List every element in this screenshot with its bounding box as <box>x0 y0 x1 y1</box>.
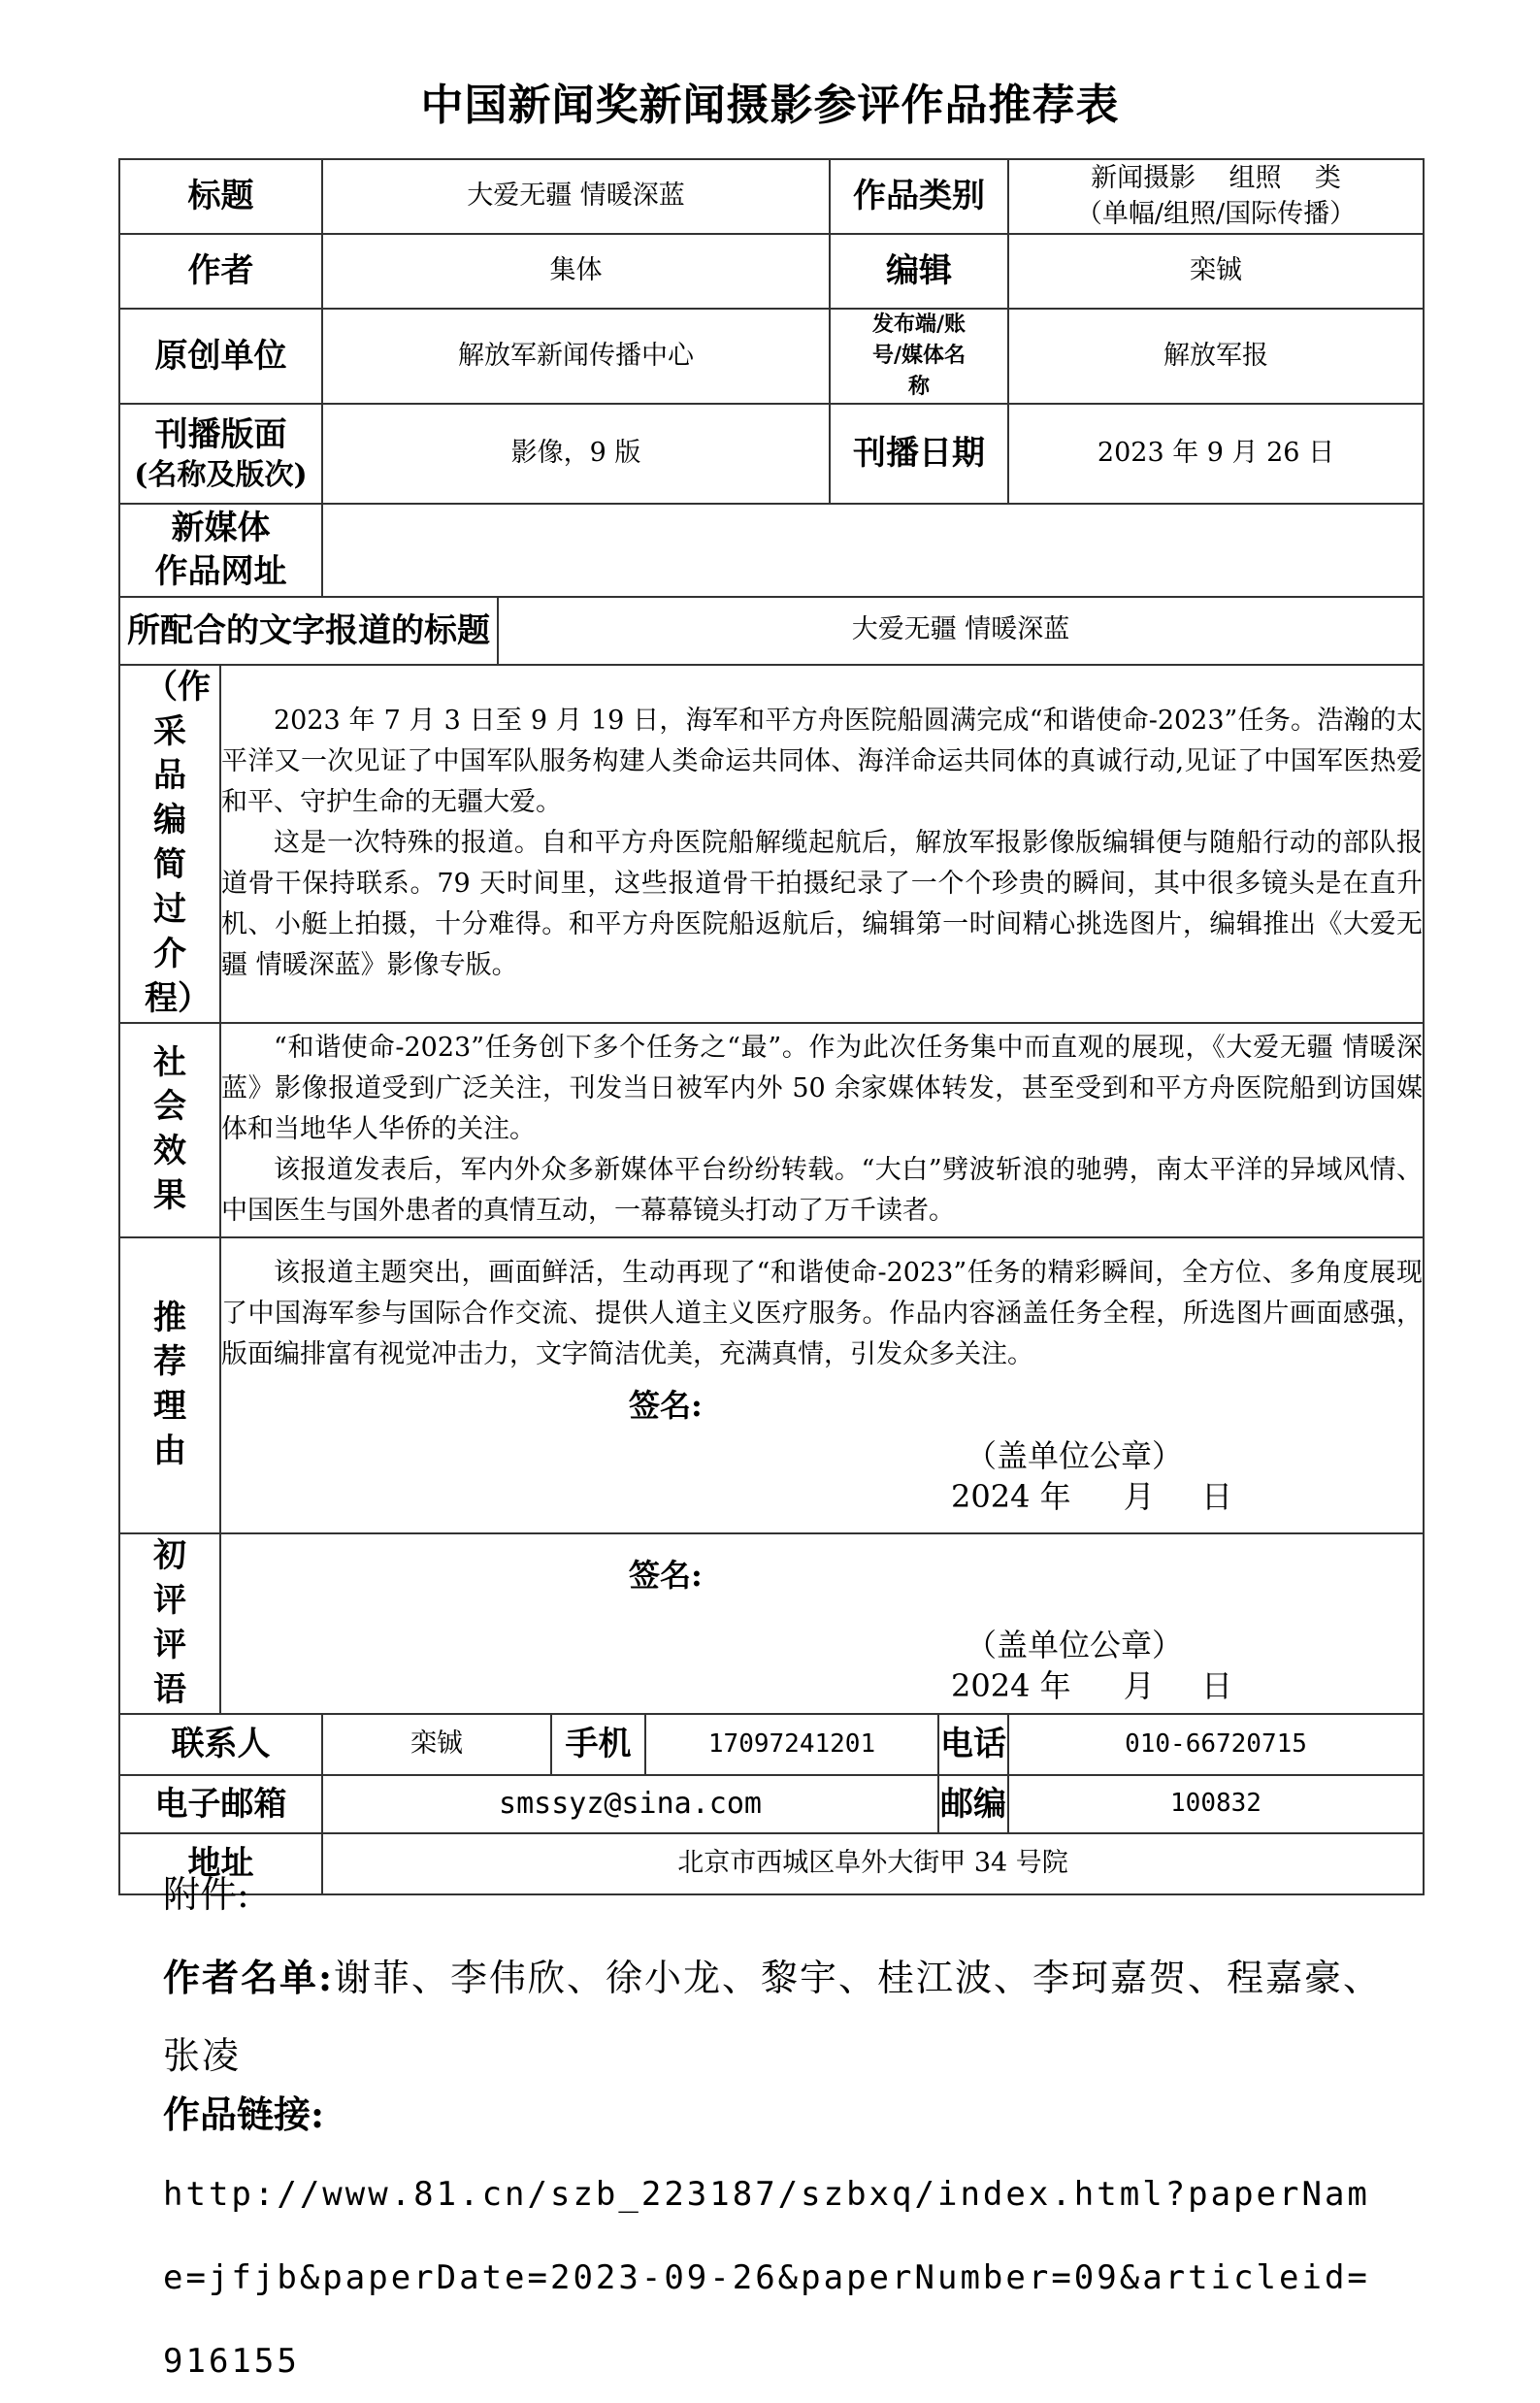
process-paragraph-1: 2023 年 7 月 3 日至 9 月 19 日，海军和平方舟医院船圆满完成“和谐使命-2023”任务。浩瀚的太平洋又一次见证了中国军队服务构建人类命运共同体、海洋命运共同体的真诚行动,见证了中国军医热爱和平、守护生命的无疆大爱。 <box>221 706 1423 818</box>
label-mobile: 手机 <box>551 1714 645 1775</box>
label-publisher-text: 发布端/账号/媒体名称 <box>871 312 967 399</box>
value-contact: 栾铖 <box>322 1714 551 1775</box>
label-layout-main: 刊播版面 <box>154 414 287 454</box>
reason-day: 日 <box>1200 1478 1232 1516</box>
label-effect-text: 社会效果 <box>153 1042 186 1216</box>
value-zip: 100832 <box>1008 1775 1424 1833</box>
work-link[interactable]: http://www.81.cn/szb_223187/szbxq/index.html?paperName=jfjb&paperDate=2023-09-26&paperNumber=09&articleid=916155 <box>163 2175 1370 2381</box>
effect-paragraph-2: 该报道发表后，军内外众多新媒体平台纷纷转载。“大白”劈波斩浪的驰骋，南太平洋的异域风情、中国医生与国外患者的真情互动，一幕幕镜头打动了万千读者。 <box>221 1155 1423 1227</box>
label-review <box>119 1533 220 1714</box>
value-category <box>1008 159 1424 234</box>
label-author: 作者 <box>119 234 322 309</box>
label-zip: 邮编 <box>938 1775 1008 1833</box>
link-label: 作品链接: <box>163 2092 325 2136</box>
page-title: 中国新闻奖新闻摄影参评作品推荐表 <box>420 81 1120 130</box>
value-phone: 010-66720715 <box>1008 1714 1424 1775</box>
label-reason-text: 推荐理由 <box>153 1298 186 1471</box>
category-options: （单幅/组照/国际传播） <box>1075 198 1357 229</box>
attachments-heading: 附件: <box>163 1873 249 1916</box>
process-paragraph-2: 这是一次特殊的报道。自和平方舟医院船解缆起航后，解放军报影像版编辑便与随船行动的部队报道骨干保持联系。79 天时间里，这些报道骨干拍摄纪录了一个个珍贵的瞬间，其中很多镜头是在直升机、小艇上拍摄，十分难得。和平方舟医院船返航后，编辑第一时间精心挑选图片，编辑推出《大爱无疆 情暖深蓝》影像专版。 <box>221 828 1423 981</box>
label-layout-sub: (名称及版次) <box>134 457 308 492</box>
authors-list: 谢菲、李伟欣、徐小龙、黎宇、桂江波、李珂嘉贺、程嘉豪、张凌 <box>163 1957 1383 2077</box>
review-text <box>220 1533 1424 1714</box>
value-address: 北京市西城区阜外大街甲 34 号院 <box>322 1833 1424 1894</box>
label-phone: 电话 <box>938 1714 1008 1775</box>
review-month: 月 <box>1123 1666 1155 1704</box>
value-layout: 影像，9 版 <box>322 404 830 504</box>
value-email: smssyz@sina.com <box>322 1775 938 1833</box>
reason-text <box>220 1237 1424 1533</box>
label-email: 电子邮箱 <box>119 1775 322 1833</box>
effect-paragraph-1: “和谐使命-2023”任务创下多个任务之“最”。作为此次任务集中而直观的展现，《大爱无疆 情暖深蓝》影像报道受到广泛关注，刊发当日被军内外 50 余家媒体转发，甚至受到和平方舟医院船到访国媒体和当地华人华侨的关注。 <box>221 1033 1423 1145</box>
reason-month: 月 <box>1123 1478 1155 1516</box>
attachments-authors <box>163 1939 1386 2094</box>
label-category: 作品类别 <box>830 159 1008 234</box>
label-url-line1: 新媒体 <box>171 509 271 548</box>
label-title: 标题 <box>119 159 322 234</box>
label-process-text: （作采品编简过介程） <box>145 667 211 1018</box>
reason-sign-label: 签名: <box>629 1387 703 1425</box>
value-title: 大爱无疆 情暖深蓝 <box>322 159 830 234</box>
label-date: 刊播日期 <box>830 404 1008 504</box>
label-url-line2: 作品网址 <box>154 551 287 591</box>
review-year: 2024 年 <box>951 1666 1071 1704</box>
label-unit: 原创单位 <box>119 309 322 404</box>
label-process <box>119 665 220 1023</box>
category-main: 新闻摄影 组照 类 <box>1091 163 1341 194</box>
reason-year: 2024 年 <box>951 1478 1071 1516</box>
reason-paragraph-1: 该报道主题突出，画面鲜活，生动再现了“和谐使命-2023”任务的精彩瞬间，全方位、多角度展现了中国海军参与国际合作交流、提供人道主义医疗服务。作品内容涵盖任务全程，所选图片画面感强，版面编排富有视觉冲击力，文字简洁优美，充满真情，引发众多关注。 <box>221 1258 1423 1370</box>
value-publisher: 解放军报 <box>1008 309 1424 404</box>
value-related-report: 大爱无疆 情暖深蓝 <box>498 597 1424 665</box>
review-seal-label: （盖单位公章） <box>966 1626 1184 1663</box>
value-unit: 解放军新闻传播中心 <box>322 309 830 404</box>
review-date <box>951 1665 1423 1706</box>
value-author: 集体 <box>322 234 830 309</box>
label-related-report: 所配合的文字报道的标题 <box>119 597 498 665</box>
value-date: 2023 年 9 月 26 日 <box>1008 404 1424 504</box>
review-signature <box>221 1555 1423 1706</box>
process-text <box>220 665 1424 1023</box>
label-review-text: 初评评语 <box>153 1536 186 1709</box>
value-editor: 栾铖 <box>1008 234 1424 309</box>
recommendation-form <box>118 158 1425 1895</box>
label-contact: 联系人 <box>119 1714 322 1775</box>
value-mobile: 17097241201 <box>645 1714 938 1775</box>
label-publisher <box>830 309 1008 404</box>
effect-text <box>220 1023 1424 1237</box>
label-address: 地址 <box>119 1833 322 1894</box>
review-day: 日 <box>1200 1666 1232 1704</box>
label-layout <box>119 404 322 504</box>
label-reason <box>119 1237 220 1533</box>
label-editor: 编辑 <box>830 234 1008 309</box>
review-sign-label: 签名: <box>629 1556 703 1594</box>
label-new-media-url <box>119 504 322 597</box>
label-effect <box>119 1023 220 1237</box>
reason-signature <box>221 1385 1423 1517</box>
value-new-media-url <box>322 504 1424 597</box>
reason-date <box>951 1476 1423 1517</box>
reason-seal-label: （盖单位公章） <box>966 1437 1184 1475</box>
authors-label: 作者名单: <box>163 1956 335 1999</box>
